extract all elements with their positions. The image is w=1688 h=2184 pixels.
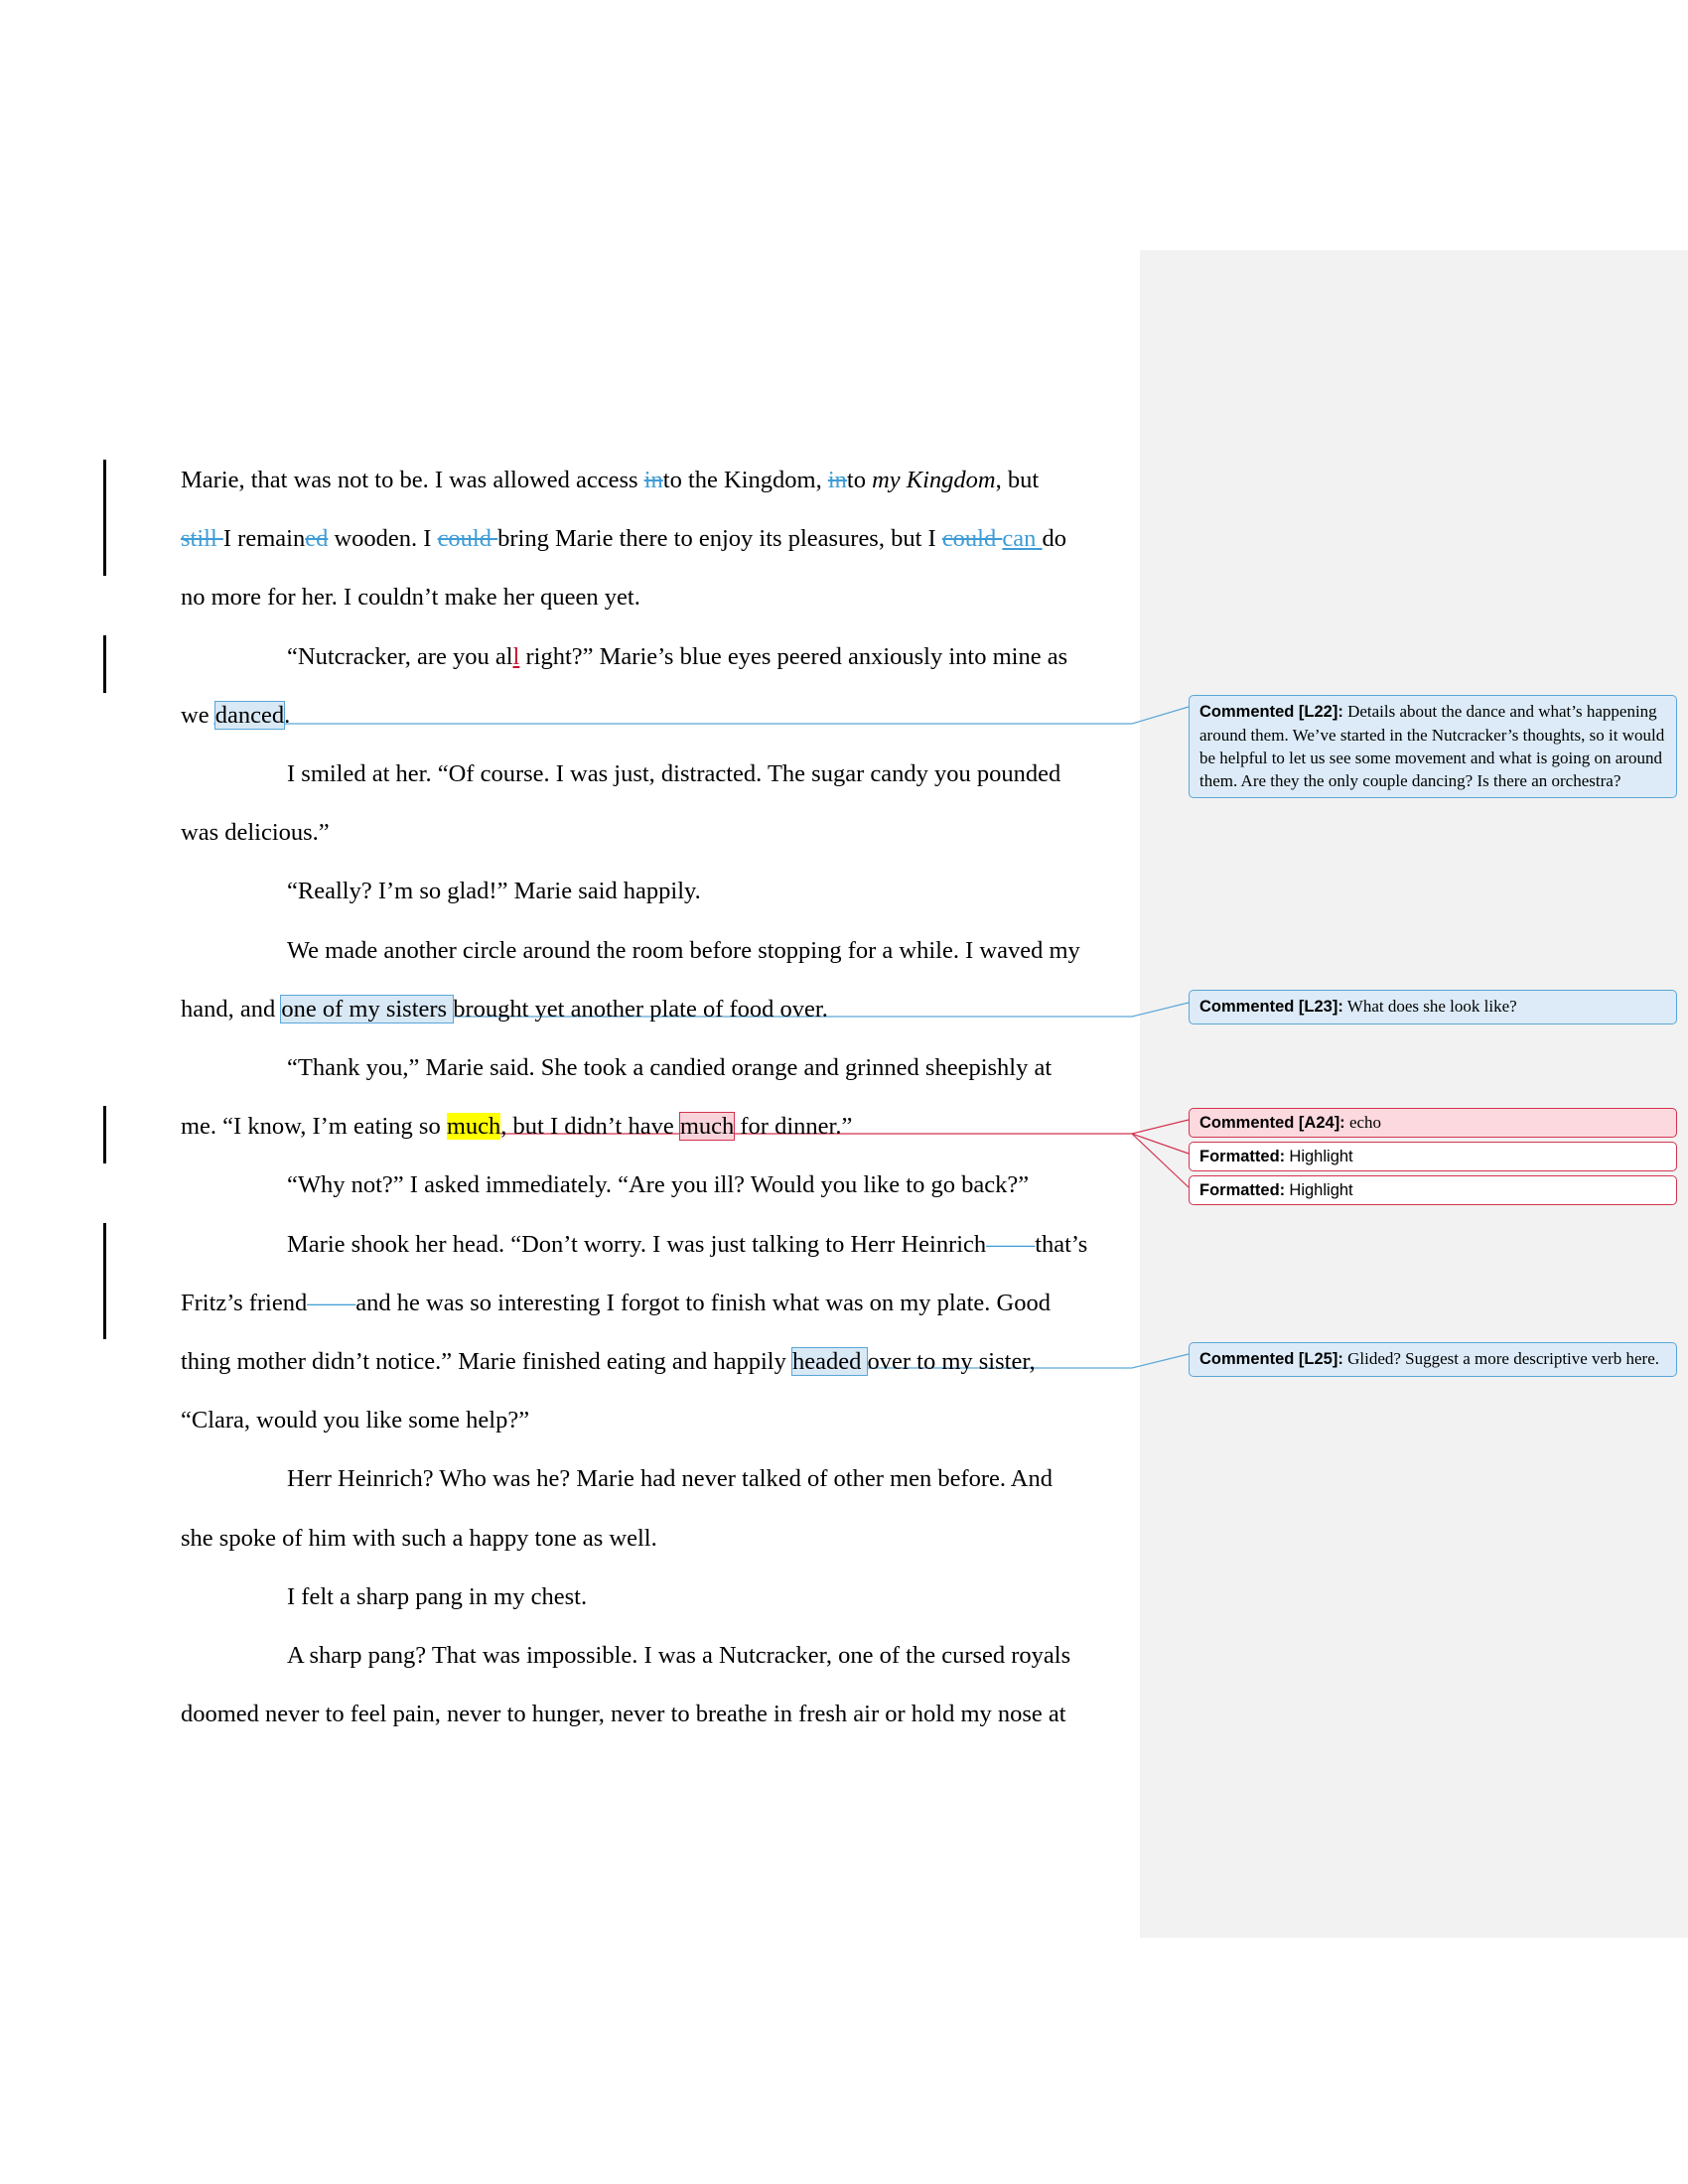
paragraph-line: Herr Heinrich? Who was he? Marie had never talked of other men before. And	[287, 1465, 1053, 1493]
comment-label: Commented [L23]:	[1199, 998, 1343, 1016]
em-dash: ——	[986, 1230, 1036, 1258]
commented-text-a24[interactable]: much	[679, 1113, 735, 1141]
paragraph-line: Fritz’s friend——and he was so interesting I forgot to finish what was on my plate. Good	[181, 1289, 1051, 1316]
paragraph-line: “Why not?” I asked immediately. “Are you ill? Would you like to go back?”	[287, 1171, 1030, 1199]
commented-text-l25[interactable]: headed	[791, 1348, 868, 1376]
commented-text-l23[interactable]: one of my sisters	[281, 995, 454, 1023]
comment-text: echo	[1348, 1113, 1382, 1132]
change-bar	[103, 1106, 106, 1163]
commented-text-l22[interactable]: danced	[214, 701, 285, 729]
comment-text: Details about the dance and what’s happening around them. We’ve started in the Nutcracker’s thoughts, so it would be helpful to let us see some movement and what is going on around them. Are they the only couple dancing? Is there an orchestra?	[1199, 702, 1665, 790]
change-bar	[103, 635, 106, 693]
italic-text: my Kingdom	[872, 467, 996, 493]
comment-margin-pane	[1140, 250, 1688, 1938]
comment-balloon-l22[interactable]	[1189, 695, 1677, 798]
paragraph-line: still I remained wooden. I could bring Marie there to enjoy its pleasures, but I could can do	[181, 525, 1066, 553]
comment-text: What does she look like?	[1346, 997, 1517, 1016]
comment-label: Commented [A24]:	[1199, 1114, 1345, 1132]
deleted-text: still	[181, 525, 223, 553]
comment-text: Glided? Suggest a more descriptive verb here.	[1347, 1349, 1660, 1368]
paragraph-line: I smiled at her. “Of course. I was just, distracted. The sugar candy you pounded	[287, 760, 1061, 788]
paragraph-line: doomed never to feel pain, never to hunger, never to breathe in fresh air or hold my nose at	[181, 1701, 1066, 1728]
formatting-balloon[interactable]	[1189, 1142, 1677, 1171]
inserted-text: can	[1002, 525, 1043, 553]
paragraph-line: “Really? I’m so glad!” Marie said happily.	[287, 878, 701, 905]
em-dash: ——	[307, 1289, 356, 1316]
comment-balloon-l25[interactable]	[1189, 1342, 1677, 1377]
deleted-text: could	[437, 525, 498, 553]
document-body	[181, 451, 1134, 1743]
deleted-text: in	[827, 467, 847, 493]
paragraph-line: Marie, that was not to be. I was allowed access into the Kingdom, into my Kingdom, but	[181, 467, 1040, 493]
paragraph-line: we danced.	[181, 701, 291, 729]
deleted-text: could	[941, 525, 1003, 553]
paragraph-line: Marie shook her head. “Don’t worry. I was just talking to Herr Heinrich——that’s	[287, 1230, 1088, 1258]
formatting-balloon[interactable]	[1189, 1175, 1677, 1205]
paragraph-line: “Nutcracker, are you all right?” Marie’s blue eyes peered anxiously into mine as	[287, 642, 1068, 670]
deleted-text: in	[643, 467, 663, 493]
formatting-label: Formatted:	[1199, 1181, 1286, 1199]
comment-label: Commented [L22]:	[1199, 703, 1343, 721]
inserted-text: l	[512, 642, 520, 670]
comment-balloon-a24[interactable]	[1189, 1108, 1677, 1138]
comment-balloon-l23[interactable]	[1189, 990, 1677, 1024]
paragraph-line: was delicious.”	[181, 819, 330, 847]
paragraph-line: she spoke of him with such a happy tone as well.	[181, 1524, 657, 1552]
comment-label: Commented [L25]:	[1199, 1350, 1343, 1368]
formatting-label: Formatted:	[1199, 1148, 1286, 1165]
paragraph-line: no more for her. I couldn’t make her queen yet.	[181, 584, 640, 612]
paragraph-line: I felt a sharp pang in my chest.	[287, 1582, 588, 1610]
formatting-text: Highlight	[1289, 1181, 1353, 1199]
paragraph-line: We made another circle around the room before stopping for a while. I waved my	[287, 936, 1080, 964]
deleted-text: ed	[305, 525, 329, 553]
paragraph-line: “Thank you,” Marie said. She took a candied orange and grinned sheepishly at	[287, 1054, 1053, 1082]
change-bar	[103, 1223, 106, 1339]
highlighted-text[interactable]: much	[446, 1113, 501, 1141]
change-bar	[103, 460, 106, 576]
paragraph-line: A sharp pang? That was impossible. I was a Nutcracker, one of the cursed royals	[287, 1642, 1071, 1670]
formatting-text: Highlight	[1289, 1148, 1353, 1165]
paragraph-line: “Clara, would you like some help?”	[181, 1407, 530, 1434]
paragraph-line: thing mother didn’t notice.” Marie finished eating and happily headed over to my sister,	[181, 1348, 1036, 1376]
paragraph-line: me. “I know, I’m eating so much, but I didn’t have much for dinner.”	[181, 1113, 853, 1141]
paragraph-line: hand, and one of my sisters brought yet another plate of food over.	[181, 995, 828, 1023]
